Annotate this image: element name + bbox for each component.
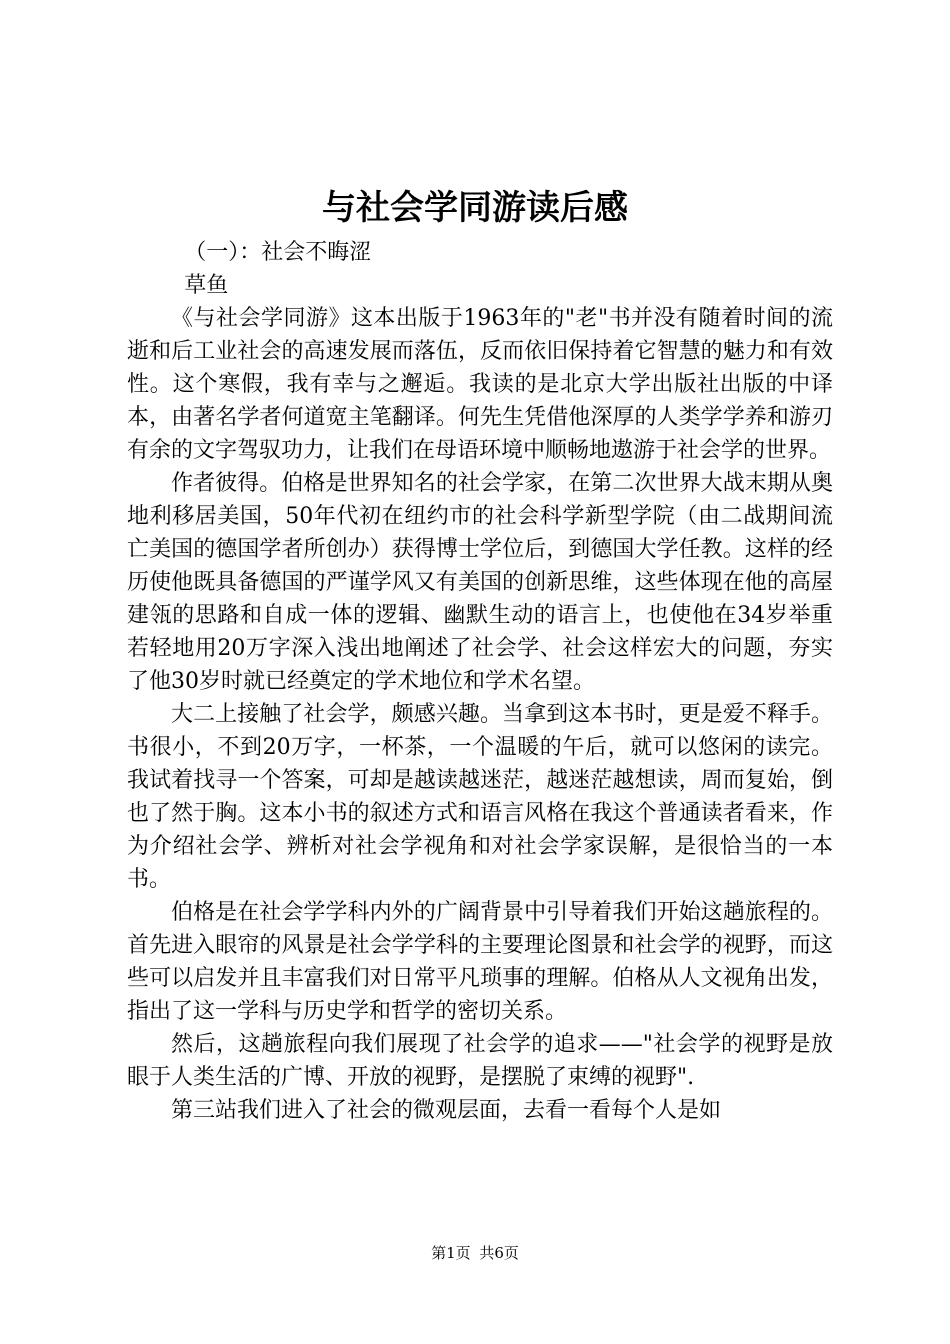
paragraph: 大二上接触了社会学，颇感兴趣。当拿到这本书时，更是爱不释手。书很小，不到20万字，一杯茶，一个温暖的午后，就可以悠闲的读完。我试着找寻一个答案，可却是越读越迷茫，越迷茫越想读，周而复始，倒也了然于胸。这本小书的叙述方式和语言风格在我这个普通读者看来，作为介绍社会学、辨析对社会学视角和对社会学家误解，是很恰当的一本书。 [127, 702, 833, 892]
page-total: 共6页 [479, 1244, 519, 1262]
document-title: 与社会学同游读后感 [322, 188, 628, 228]
page-number: 第1页 [431, 1244, 471, 1262]
section-heading: （一）：社会不晦涩 [184, 240, 372, 265]
paragraph: 《与社会学同游》这本出版于1963年的"老"书并没有随着时间的流逝和后工业社会的高速发展而落伍，反而依旧保持着它智慧的魅力和有效性。这个寒假，我有幸与之邂逅。我读的是北京大学出版社出版的中译本，由著名学者何道宽主笔翻译。何先生凭借他深厚的人类学学养和游刃有余的文字驾驭功力，让我们在母语环境中顺畅地遨游于社会学的世界。 [127, 306, 833, 463]
paragraph: 第三站我们进入了社会的微观层面，去看一看每个人是如 [171, 1098, 722, 1123]
paragraph: 伯格是在社会学学科内外的广阔背景中引导着我们开始这趟旅程的。首先进入眼帘的风景是社会学学科的主要理论图景和社会学的视野，而这些可以启发并且丰富我们对日常平凡琐事的理解。伯格从人文视角出发，指出了这一学科与历史学和哲学的密切关系。 [127, 900, 833, 1024]
document-body [127, 236, 833, 1127]
paragraph: 作者彼得。伯格是世界知名的社会学家，在第二次世界大战末期从奥地利移居美国，50年代初在纽约市的社会科学新型学院（由二战期间流亡美国的德国学者所创办）获得博士学位后，到德国大学任教。这样的经历使他既具备德国的严谨学风又有美国的创新思维，这些体现在他的高屋建瓴的思路和自成一体的逻辑、幽默生动的语言上，也使他在34岁举重若轻地用20万字深入浅出地阐述了社会学、社会这样宏大的问题，夯实了他30岁时就已经奠定的学术地位和学术名望。 [127, 471, 833, 694]
author-name: 草鱼 [184, 273, 229, 298]
page-footer [0, 1243, 950, 1263]
paragraph: 然后，这趟旅程向我们展现了社会学的追求——"社会学的视野是放眼于人类生活的广博、开放的视野，是摆脱了束缚的视野". [127, 1032, 833, 1090]
